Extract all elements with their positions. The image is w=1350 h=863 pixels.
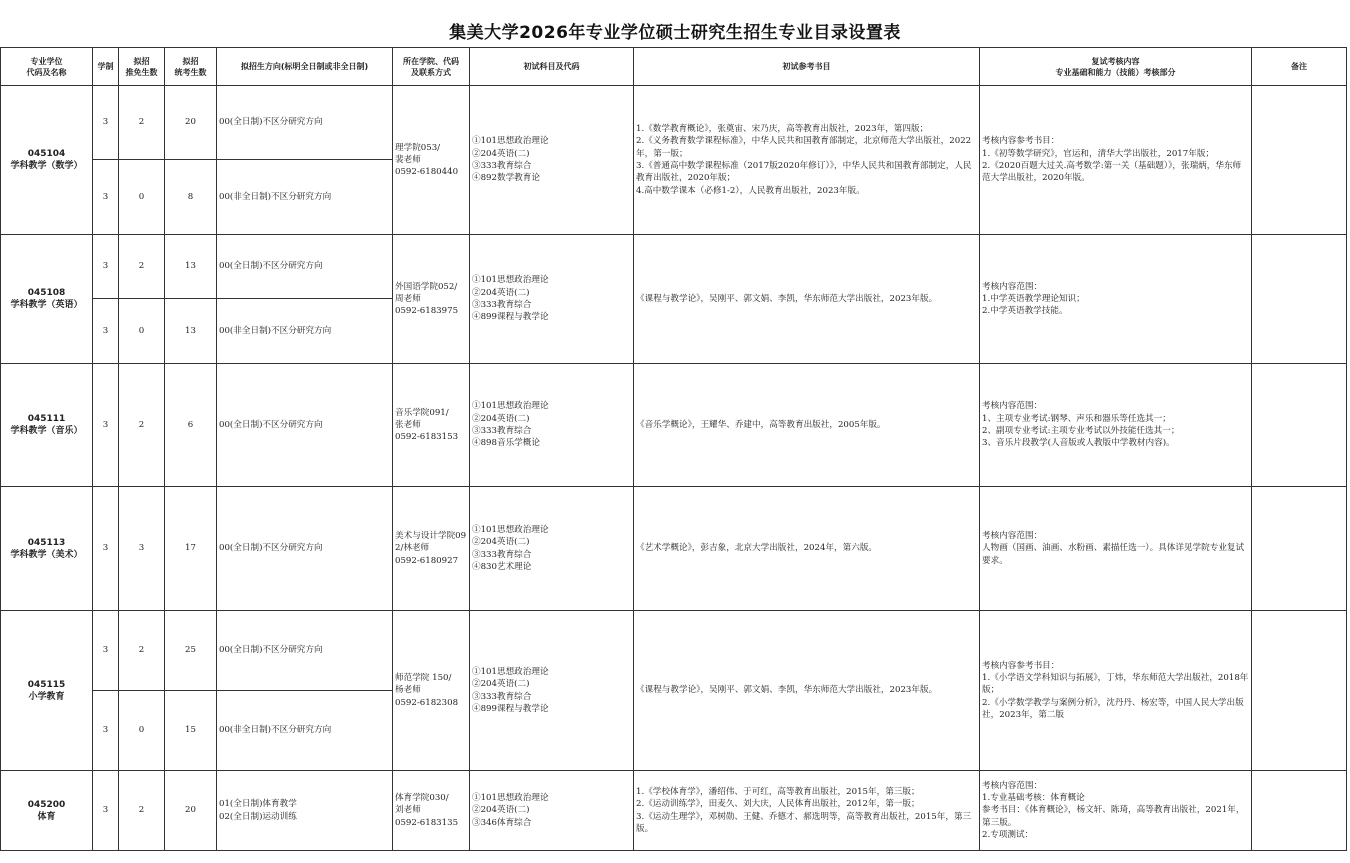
note-cell xyxy=(1252,487,1347,611)
major-name: 学科教学（音乐） xyxy=(10,426,83,436)
exam-cell: 25 xyxy=(165,611,217,691)
exam-cell: 13 xyxy=(165,299,217,364)
subject-item: ②204英语(二) xyxy=(472,805,530,816)
subject-item: ④892数学教育论 xyxy=(472,173,540,184)
exempt-cell: 0 xyxy=(119,691,165,771)
header-row xyxy=(1,48,1347,86)
exam-cell: 8 xyxy=(165,160,217,235)
subject-item: ④830艺术理论 xyxy=(472,561,532,572)
direction-cell: 00(全日制)不区分研究方向 xyxy=(217,487,393,611)
note-cell xyxy=(1252,771,1347,851)
exam-cell: 20 xyxy=(165,86,217,160)
subject-item: ③333教育综合 xyxy=(472,161,532,171)
subject-item: ④899课程与教学论 xyxy=(472,312,549,323)
header-direction: 拟招生方向(标明全日制或非全日制) xyxy=(217,48,393,86)
retest-cell: 考核内容范围： 1.专业基础考核：体育概论 参考书目：《体育概论》，杨文轩、陈琦，高等教育出版社，2021年，第三版。 2.专项测试： xyxy=(980,771,1252,851)
books-cell: 《课程与教学论》，吴刚平、郭文娟、李凯，华东师范大学出版社，2023年版。 xyxy=(634,611,980,771)
header-note: 备注 xyxy=(1252,48,1347,86)
subject-item: ④898音乐学概论 xyxy=(472,438,540,449)
major-cell xyxy=(1,611,93,771)
header-duration: 学制 xyxy=(93,48,119,86)
subject-item: ③333教育综合 xyxy=(472,300,532,310)
duration-cell: 3 xyxy=(93,611,119,691)
header-major: 专业学位 代码及名称 xyxy=(1,48,93,86)
books-cell: 1.《学校体育学》，潘绍伟、于可红，高等教育出版社，2015年，第三版； 2.《运动训练学》，田麦久、刘大庆，人民体育出版社，2012年，第一版； 3.《运动生理学》，邓树勋、王健、乔德才、郝选明等，高等教育出版社，2015年，第三版。 xyxy=(634,771,980,851)
college-cell: 音乐学院091/ 张老师 0592-6183153 xyxy=(393,364,470,487)
major-name: 小学教育 xyxy=(28,691,65,702)
direction-cell: 00(非全日制)不区分研究方向 xyxy=(217,691,393,771)
exempt-cell: 2 xyxy=(119,235,165,299)
direction-cell: 00(非全日制)不区分研究方向 xyxy=(217,299,393,364)
exam-cell: 17 xyxy=(165,487,217,611)
major-cell xyxy=(1,771,93,851)
college-cell: 理学院053/ 裴老师 0592-6180440 xyxy=(393,86,470,235)
table-row xyxy=(1,771,1347,851)
subject-item: ①101思想政治理论 xyxy=(472,793,549,804)
major-cell xyxy=(1,487,93,611)
exempt-cell: 2 xyxy=(119,86,165,160)
subject-item: ①101思想政治理论 xyxy=(472,666,549,677)
duration-cell: 3 xyxy=(93,364,119,487)
header-exam: 拟招 统考生数 xyxy=(165,48,217,86)
major-name: 体育 xyxy=(37,811,56,822)
header-books: 初试参考书目 xyxy=(634,48,980,86)
retest-cell: 考核内容范围： 1、主项专业考试:钢琴、声乐和器乐等任选其一； 2、副项专业考试:主项专业考试以外技能任选其一； 3、音乐片段教学(人音版或人教版中学教材内容)。 xyxy=(980,364,1252,487)
duration-cell: 3 xyxy=(93,771,119,851)
major-code: 045104 xyxy=(27,149,66,159)
subject-item: ②204英语(二) xyxy=(472,679,530,690)
subjects-cell xyxy=(470,611,634,771)
exempt-cell: 2 xyxy=(119,611,165,691)
major-name: 学科教学（美术） xyxy=(10,549,83,560)
exempt-cell: 0 xyxy=(119,160,165,235)
major-code: 045108 xyxy=(27,288,66,298)
subject-item: ③333教育综合 xyxy=(472,691,532,702)
duration-cell: 3 xyxy=(93,86,119,160)
exam-cell: 15 xyxy=(165,691,217,771)
subjects-cell xyxy=(470,364,634,487)
retest-cell: 考核内容参考书目： 1.《小学语文学科知识与拓展》，丁炜，华东师范大学出版社，2018年版； 2.《小学数学教学与案例分析》，沈丹丹、杨宏等，中国人民大学出版社，2023年，第二版 xyxy=(980,611,1252,771)
header-college: 所在学院、代码 及联系方式 xyxy=(393,48,470,86)
duration-cell: 3 xyxy=(93,691,119,771)
major-cell xyxy=(1,86,93,235)
major-code: 045111 xyxy=(27,414,66,424)
retest-cell: 考核内容参考书目： 1.《初等数学研究》，官运和，清华大学出版社，2017年版； 2.《2020百题大过关.高考数学:第一关（基础题）》，张瑞炳，华东师范大学出版社，2020年版。 xyxy=(980,86,1252,235)
major-code: 045113 xyxy=(27,537,66,548)
exempt-cell: 2 xyxy=(119,364,165,487)
subject-item: ①101思想政治理论 xyxy=(472,401,549,412)
program-table xyxy=(0,47,1347,851)
major-name: 学科教学（数学） xyxy=(10,161,83,171)
college-cell: 美术与设计学院092/林老师 0592-6180927 xyxy=(393,487,470,611)
books-cell: 《艺术学概论》，彭吉象，北京大学出版社，2024年，第六版。 xyxy=(634,487,980,611)
books-cell: 《音乐学概论》，王耀华、乔建中，高等教育出版社，2005年版。 xyxy=(634,364,980,487)
subjects-cell xyxy=(470,487,634,611)
note-cell xyxy=(1252,611,1347,771)
subject-item: ②204英语(二) xyxy=(472,148,530,159)
major-cell xyxy=(1,364,93,487)
college-cell: 外国语学院052/ 周老师 0592-6183975 xyxy=(393,235,470,364)
note-cell xyxy=(1252,86,1347,235)
duration-cell: 3 xyxy=(93,487,119,611)
table-row xyxy=(1,364,1347,487)
college-cell: 体育学院030/ 刘老师 0592-6183135 xyxy=(393,771,470,851)
books-cell: 《课程与教学论》，吴刚平、郭文娟、李凯，华东师范大学出版社，2023年版。 xyxy=(634,235,980,364)
table-row xyxy=(1,611,1347,691)
exempt-cell: 0 xyxy=(119,299,165,364)
subject-item: ②204英语(二) xyxy=(472,287,530,298)
duration-cell: 3 xyxy=(93,160,119,235)
subject-item: ②204英语(二) xyxy=(472,413,530,424)
header-retest: 复试考核内容 专业基础和能力（技能）考核部分 xyxy=(980,48,1252,86)
duration-cell: 3 xyxy=(93,235,119,299)
subjects-cell xyxy=(470,86,634,235)
table-row xyxy=(1,235,1347,299)
table-row xyxy=(1,86,1347,160)
exempt-cell: 2 xyxy=(119,771,165,851)
exempt-cell: 3 xyxy=(119,487,165,611)
subjects-cell xyxy=(470,235,634,364)
direction-cell: 00(全日制)不区分研究方向 xyxy=(217,235,393,299)
retest-cell: 考核内容范围： 人物画（国画、油画、水粉画、素描任选一）。具体详见学院专业复试要求。 xyxy=(980,487,1252,611)
subject-item: ③333教育综合 xyxy=(472,549,532,560)
direction-cell: 01(全日制)体育教学 02(全日制)运动训练 xyxy=(217,771,393,851)
note-cell xyxy=(1252,364,1347,487)
exam-cell: 20 xyxy=(165,771,217,851)
subject-item: ②204英语(二) xyxy=(472,537,530,548)
retest-cell: 考核内容范围： 1.中学英语教学理论知识； 2.中学英语教学技能。 xyxy=(980,235,1252,364)
table-row xyxy=(1,487,1347,611)
note-cell xyxy=(1252,235,1347,364)
header-subjects: 初试科目及代码 xyxy=(470,48,634,86)
major-code: 045115 xyxy=(27,679,66,690)
exam-cell: 13 xyxy=(165,235,217,299)
direction-cell: 00(非全日制)不区分研究方向 xyxy=(217,160,393,235)
subject-item: ①101思想政治理论 xyxy=(472,136,549,147)
college-cell: 师范学院 150/ 杨老师 0592-6182308 xyxy=(393,611,470,771)
exam-cell: 6 xyxy=(165,364,217,487)
subject-item: ①101思想政治理论 xyxy=(472,524,549,535)
major-name: 学科教学（英语） xyxy=(10,300,83,310)
subject-item: ①101思想政治理论 xyxy=(472,275,549,286)
direction-cell: 00(全日制)不区分研究方向 xyxy=(217,86,393,160)
page-title: 集美大学2026年专业学位硕士研究生招生专业目录设置表 xyxy=(449,23,901,43)
duration-cell: 3 xyxy=(93,299,119,364)
header-exempt: 拟招 推免生数 xyxy=(119,48,165,86)
subject-item: ④899课程与教学论 xyxy=(472,703,549,714)
books-cell: 1.《数学教育概论》，张奠宙、宋乃庆，高等教育出版社，2023年，第四版； 2.《义务教育数学课程标准》，中华人民共和国教育部制定，北京师范大学出版社，2022年，第一版； 3.《普通高中数学课程标准（2017版2020年修订）》，中华人民共和国教育部制定，人民教育出版社，2020年版； 4.高中数学课本（必修1-2），人民教育出版社，2023年版。 xyxy=(634,86,980,235)
major-cell xyxy=(1,235,93,364)
major-code: 045200 xyxy=(27,799,66,810)
direction-cell: 00(全日制)不区分研究方向 xyxy=(217,611,393,691)
subject-item: ③346体育综合 xyxy=(472,817,532,828)
subjects-cell xyxy=(470,771,634,851)
direction-cell: 00(全日制)不区分研究方向 xyxy=(217,364,393,487)
subject-item: ③333教育综合 xyxy=(472,426,532,436)
